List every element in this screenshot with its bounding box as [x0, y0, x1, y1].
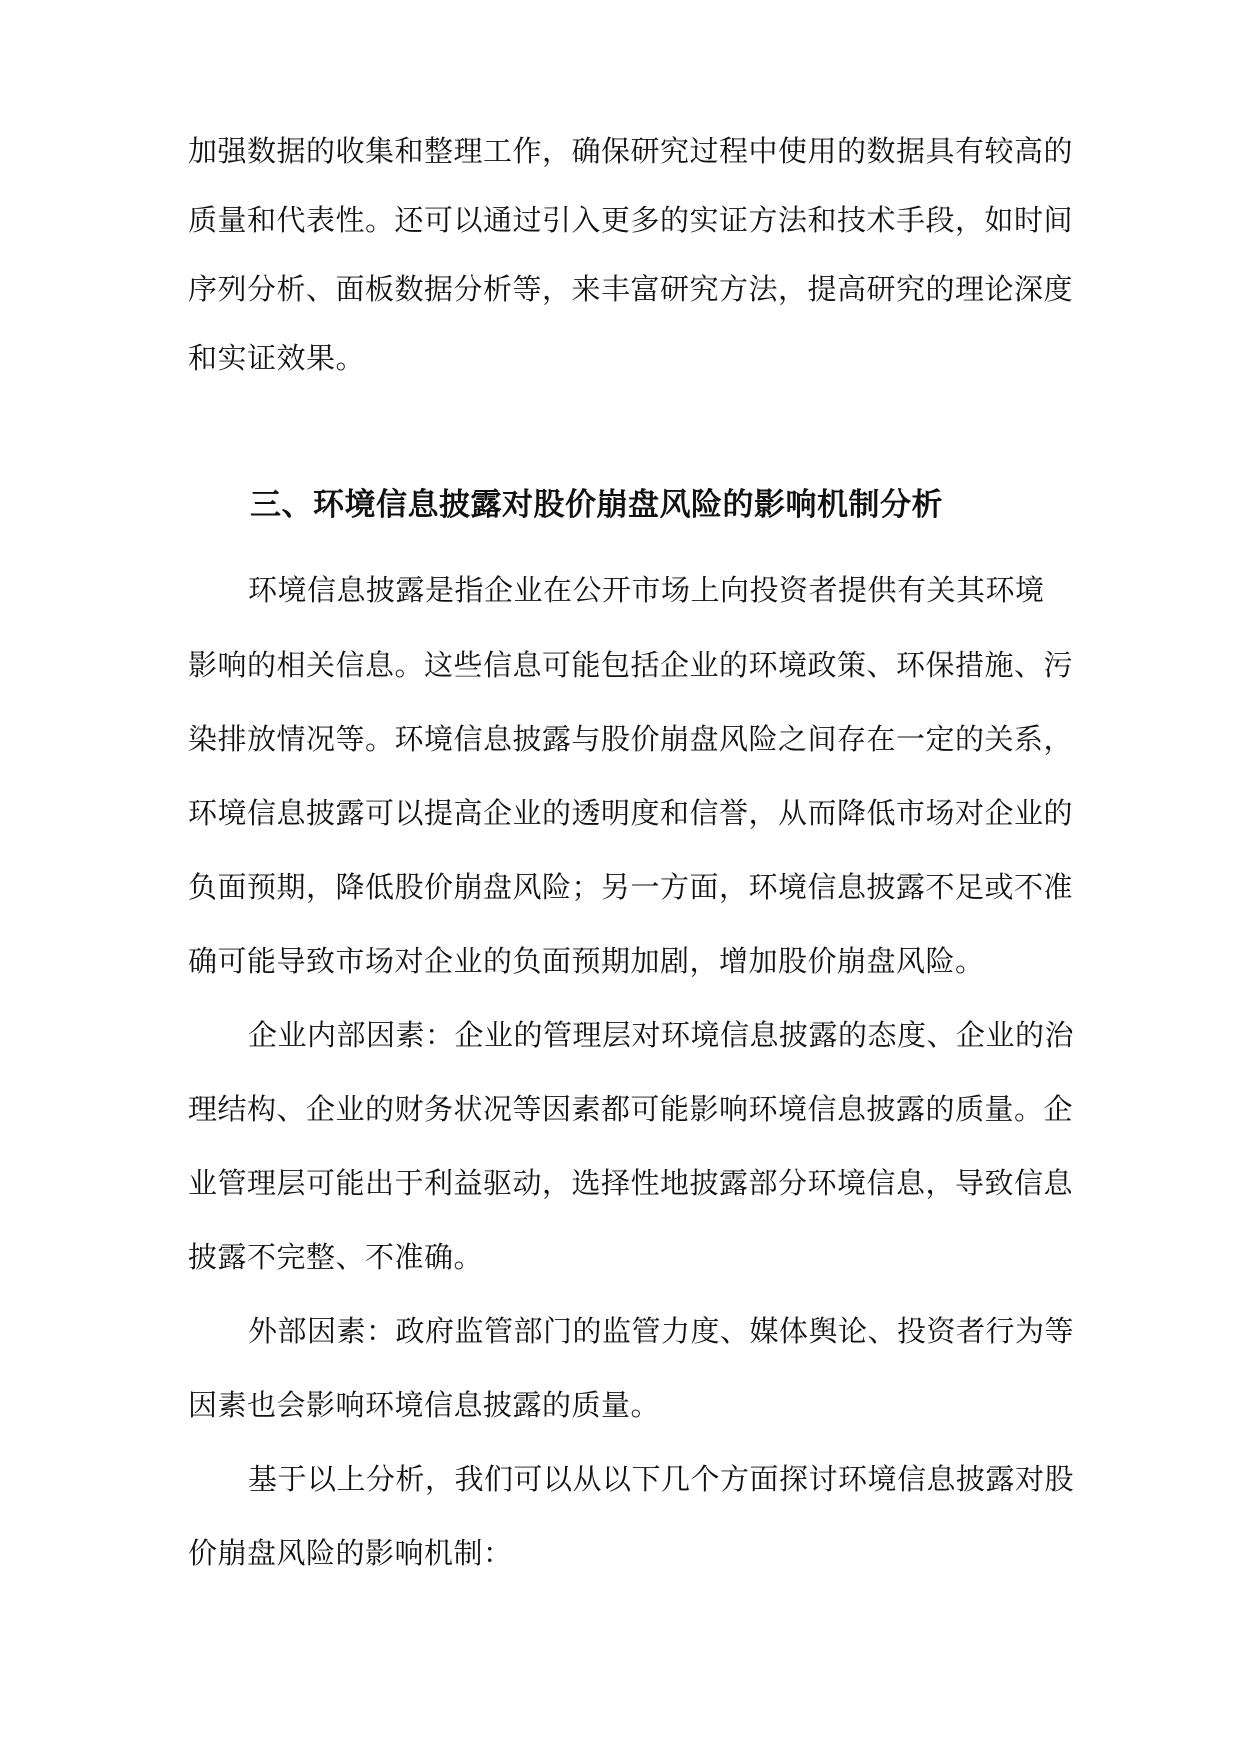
paragraph-line: 价崩盘风险的影响机制： [188, 1536, 513, 1570]
paragraph-line: 因素也会影响环境信息披露的质量。 [188, 1388, 661, 1422]
paragraph-line: 染排放情况等。环境信息披露与股价崩盘风险之间存在一定的关系， [188, 722, 1074, 756]
paragraph-line: 负面预期，降低股价崩盘风险；另一方面，环境信息披露不足或不准 [188, 870, 1074, 904]
paragraph-line: 加强数据的收集和整理工作，确保研究过程中使用的数据具有较高的 [188, 134, 1074, 168]
paragraph-line: 业管理层可能出于利益驱动，选择性地披露部分环境信息，导致信息 [188, 1166, 1074, 1200]
paragraph-line: 企业内部因素：企业的管理层对环境信息披露的态度、企业的治 [248, 1018, 1075, 1052]
paragraph-line: 和实证效果。 [188, 341, 366, 375]
paragraph-line: 确可能导致市场对企业的负面预期加剧，增加股价崩盘风险。 [188, 944, 985, 978]
paragraph-line: 序列分析、面板数据分析等，来丰富研究方法，提高研究的理论深度 [188, 272, 1074, 306]
section-heading: 三、环境信息披露对股价崩盘风险的影响机制分析 [250, 487, 943, 523]
paragraph-line: 影响的相关信息。这些信息可能包括企业的环境政策、环保措施、污 [188, 648, 1074, 682]
paragraph-line: 基于以上分析，我们可以从以下几个方面探讨环境信息披露对股 [248, 1462, 1075, 1496]
paragraph-line: 环境信息披露是指企业在公开市场上向投资者提供有关其环境 [248, 573, 1045, 607]
paragraph-line: 理结构、企业的财务状况等因素都可能影响环境信息披露的质量。企 [188, 1092, 1074, 1126]
paragraph-line: 环境信息披露可以提高企业的透明度和信誉，从而降低市场对企业的 [188, 796, 1074, 830]
paragraph-line: 外部因素：政府监管部门的监管力度、媒体舆论、投资者行为等 [248, 1314, 1075, 1348]
paragraph-line: 质量和代表性。还可以通过引入更多的实证方法和技术手段，如时间 [188, 203, 1074, 237]
paragraph-line: 披露不完整、不准确。 [188, 1240, 484, 1274]
